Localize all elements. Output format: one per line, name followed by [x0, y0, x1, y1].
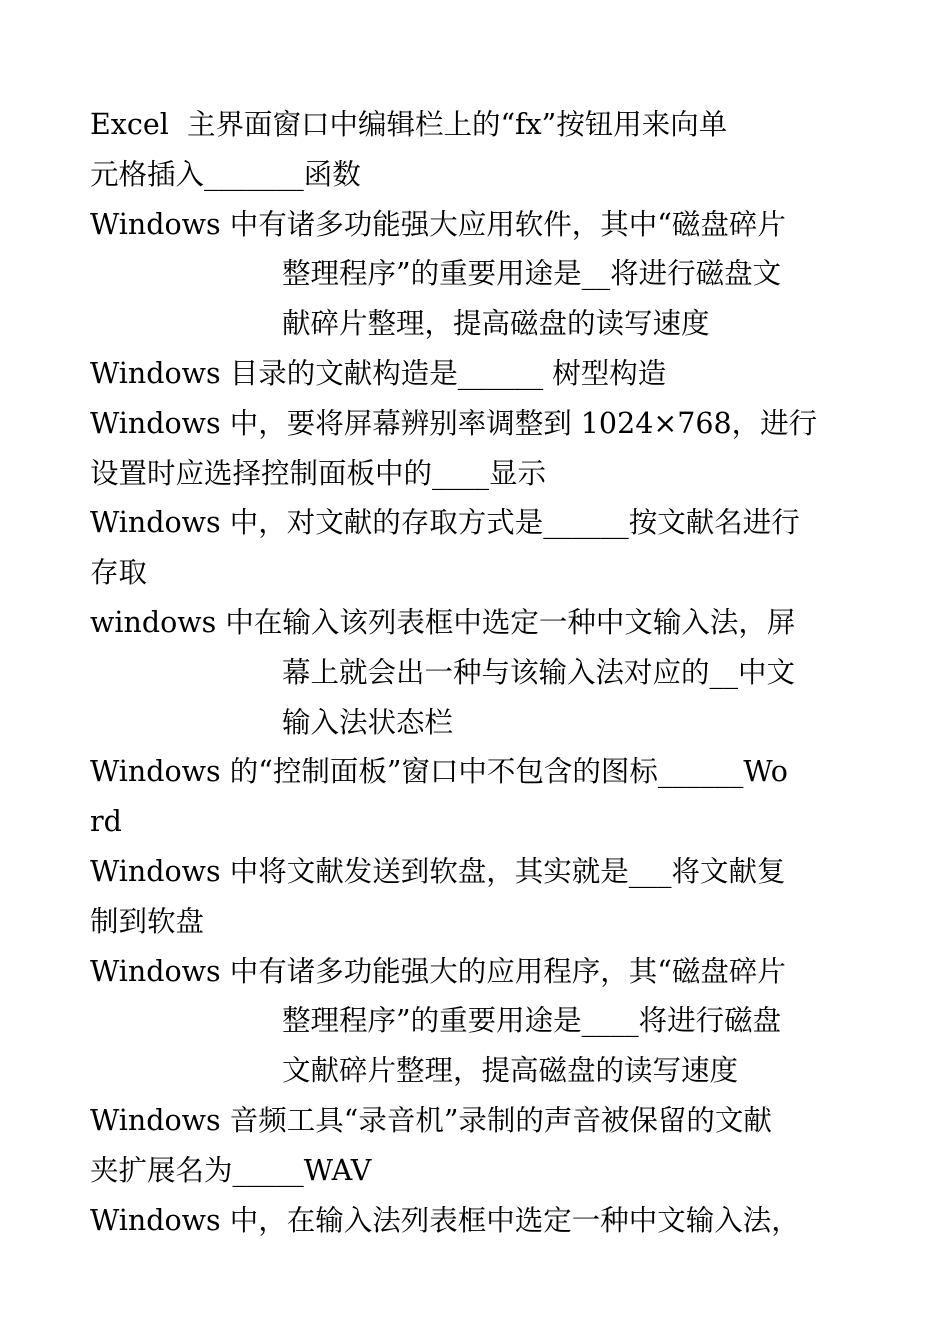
text-line-18: Windows 中有诸多功能强大的应用程序，其“磁盘碎片	[90, 954, 786, 988]
text-line-22: 夹扩展名为_____WAV	[90, 1153, 372, 1187]
text-line-5: 献碎片整理，提高磁盘的读写速度	[282, 307, 710, 341]
text-line-20: 文献碎片整理，提高磁盘的读写速度	[282, 1054, 739, 1088]
document-page	[90, 100, 870, 1245]
text-line-2: 元格插入_______函数	[90, 157, 361, 191]
text-line-12: 幕上就会出一种与该输入法对应的__中文	[282, 655, 796, 689]
text-line-8: 设置时应选择控制面板中的____显示	[90, 456, 547, 490]
text-line-21: Windows 音频工具“录音机”录制的声音被保留的文献	[90, 1103, 772, 1137]
text-line-6: Windows 目录的文献构造是______ 树型构造	[90, 356, 667, 390]
text-line-10: 存取	[90, 556, 148, 590]
text-line-14: Windows 的“控制面板”窗口中不包含的图标______Wo	[90, 755, 788, 789]
text-line-11: windows 中在输入该列表框中选定一种中文输入法，屏	[90, 605, 796, 639]
text-line-13: 输入法状态栏	[282, 705, 454, 739]
text-line-17: 制到软盘	[90, 904, 205, 938]
text-line-23: Windows 中，在输入法列表框中选定一种中文输入法，	[90, 1203, 800, 1237]
text-line-3: Windows 中有诸多功能强大应用软件，其中“磁盘碎片	[90, 207, 786, 241]
text-line-15: rd	[90, 805, 122, 839]
text-line-4: 整理程序”的重要用途是__将进行磁盘文	[282, 257, 782, 291]
text-line-7: Windows 中，要将屏幕辨别率调整到 1024×768，进行	[90, 406, 818, 440]
text-line-1: Excel 主界面窗口中编辑栏上的“fx”按钮用来向单	[90, 108, 728, 141]
text-line-16: Windows 中将文献发送到软盘，其实就是___将文献复	[90, 854, 786, 888]
text-line-19: 整理程序”的重要用途是____将进行磁盘	[282, 1004, 782, 1038]
text-line-9: Windows 中，对文献的存取方式是______按文献名进行	[90, 506, 800, 540]
